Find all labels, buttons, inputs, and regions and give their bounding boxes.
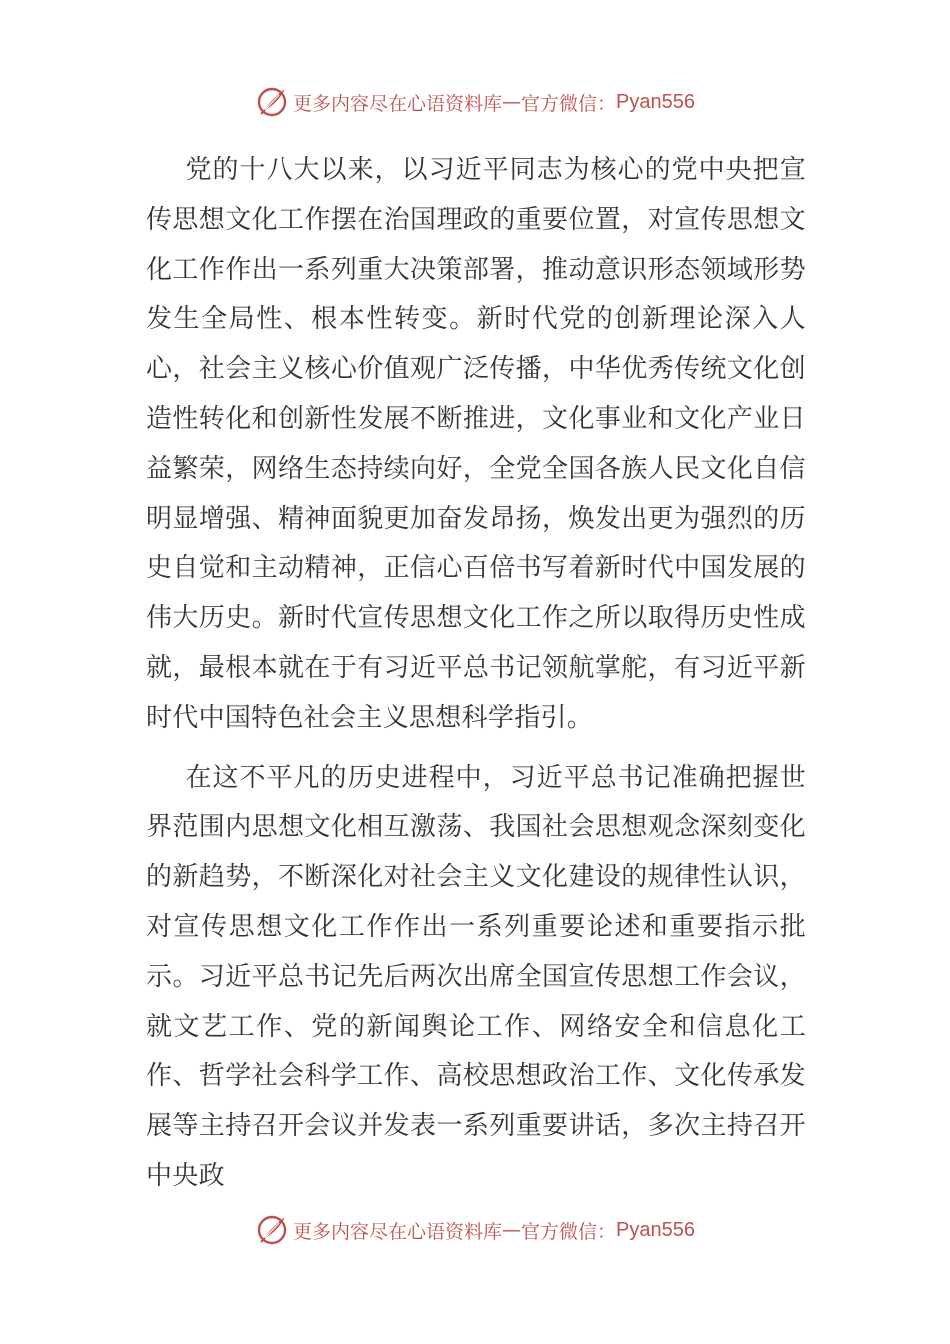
banner-site-text: 更多内容尽在心语资料库 <box>293 1220 503 1243</box>
banner-official-label: 官方微信： <box>521 1220 617 1243</box>
banner-dash: — <box>502 1219 522 1241</box>
banner-site-text: 更多内容尽在心语资料库 <box>293 92 503 115</box>
feather-pen-logo-icon <box>255 85 289 119</box>
footer-banner <box>0 1210 950 1250</box>
banner-wechat-id: Pyan556 <box>616 90 695 113</box>
paragraph-1: 党的十八大以来，以习近平同志为核心的党中央把宣传思想文化工作摆在治国理政的重要位置，对宣传思想文化工作作出一系列重大决策部署，推动意识形态领域形势发生全局性、根本性转变。新时代党的创新理论深入人心，社会主义核心价值观广泛传播，中华优秀传统文化创造性转化和创新性发展不断推进，文化事业和文化产业日益繁荣，网络生态持续向好，全党全国各族人民文化自信明显增强、精神面貌更加奋发昂扬，焕发出更为强烈的历史自觉和主动精神，正信心百倍书写着新时代中国发展的伟大历史。新时代宣传思想文化工作之所以取得历史性成就，最根本就在于有习近平总书记领航掌舵，有习近平新时代中国特色社会主义思想科学指引。 <box>146 155 806 733</box>
banner-wechat-id: Pyan556 <box>616 1218 695 1241</box>
paragraph-2: 在这不平凡的历史进程中，习近平总书记准确把握世界范围内思想文化相互激荡、我国社会思想观念深刻变化的新趋势，不断深化对社会主义文化建设的规律性认识，对宣传思想文化工作作出一系列重要论述和重要指示批示。习近平总书记先后两次出席全国宣传思想工作会议，就文艺工作、党的新闻舆论工作、网络安全和信息化工作、哲学社会科学工作、高校思想政治工作、文化传承发展等主持召开会议并发表一系列重要讲话，多次主持召开中央政 <box>146 762 806 1191</box>
feather-pen-logo-icon <box>255 1213 289 1247</box>
banner-dash: — <box>502 91 522 113</box>
banner-official-label: 官方微信： <box>521 92 617 115</box>
document-body <box>146 146 806 1202</box>
header-banner <box>0 82 950 122</box>
